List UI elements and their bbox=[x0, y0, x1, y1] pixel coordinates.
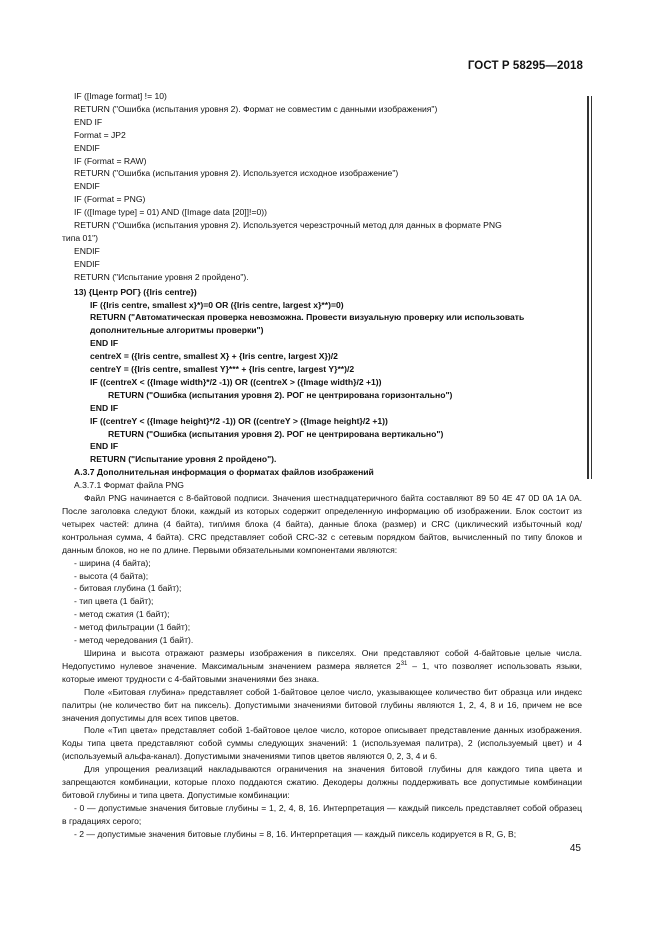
list-item: - битовая глубина (1 байт); bbox=[74, 583, 182, 594]
code-line: Format = JP2 bbox=[74, 129, 126, 140]
code-line: IF ([Image format] != 10) bbox=[74, 91, 167, 101]
code-block-1 bbox=[62, 90, 582, 284]
code-line: IF (Format = PNG) bbox=[74, 194, 146, 205]
list-item: - метод сжатия (1 байт); bbox=[74, 609, 170, 620]
code-line: RETURN ("Ошибка (испытания уровня 2). РОГ не центрирована вертикально") bbox=[108, 428, 444, 439]
code-line: RETURN ("Автоматическая проверка невозможна. Провести визуальную проверку или использовать bbox=[90, 312, 525, 323]
page-content bbox=[62, 90, 582, 841]
code-line: IF ((centreY < ({Image height}*/2 -1)) OR ((centreY > ({Image height}/2 +1)) bbox=[90, 415, 388, 426]
item-13-title: 13) {Центр РОГ} ({Iris centre}) bbox=[74, 286, 197, 297]
list-item: - метод фильтрации (1 байт); bbox=[74, 622, 191, 633]
paragraph-png-intro: Файл PNG начинается с 8-байтовой подписи. Значения шестнадцатеричного байта составляют 89 50 4E 47 0D 0A 1A 0A. После заголовка следуют блоки, каждый из которых содержит определенную информацию об изображении. Блок состоит из четырех частей: длина (4 байта), тип/имя блока (4 байта), данные блока (размер) и CRC (циклический избыточный код/контрольная сумма, 4 байта). CRC представляет собой CRC-32 с сетевым порядком байтов, вычисленный по типу блоков и данным блоков, но не по длине. Первыми обязательными компонентами являются: bbox=[62, 493, 582, 555]
section-subheading: А.3.7.1 Формат файла PNG bbox=[74, 480, 184, 491]
paragraph-color-type: Поле «Тип цвета» представляет собой 1-байтовое целое число, которое описывает представление данных изображения. Коды типа цвета представляют собой суммы следующих значений: 1 (используемая палитра), 2 (используемый цвет) и 4 (используемый альфа-канал). Допустимыми значениями типов цветов являются 0, 2, 3, 4 и 6. bbox=[62, 725, 582, 762]
code-line: IF (Format = RAW) bbox=[74, 155, 147, 166]
section-heading: А.3.7 Дополнительная информация о форматах файлов изображений bbox=[74, 467, 374, 478]
document-header: ГОСТ Р 58295—2018 bbox=[467, 60, 583, 72]
paragraph-text: Ширина и высота отражают размеры изображения в пикселях. Они представляют собой 4-байтовые целые числа. Недопустимо нулевое значение. Максимальным значением размера является 2 bbox=[62, 647, 582, 671]
code-line: ENDIF bbox=[74, 258, 100, 269]
paragraph-restrictions: Для упрощения реализаций накладываются ограничения на значения битовой глубины для каждого типа цвета и запрещаются комбинации, которые плохо поддаются сжатию. Декодеры должны поддерживать все допустимые комбинации битовой глубины и типа цвета. Допустимые комбинации: bbox=[62, 764, 582, 800]
code-line: RETURN ("Ошибка (испытания уровня 2). РОГ не центрирована горизонтально") bbox=[108, 389, 453, 400]
code-line: centreX = ({Iris centre, smallest X} + {Iris centre, largest X})/2 bbox=[90, 351, 338, 362]
code-line: RETURN ("Ошибка (испытания уровня 2). Формат не совместим с данными изображения") bbox=[74, 103, 438, 114]
component-list bbox=[62, 557, 582, 647]
code-line: RETURN ("Испытание уровня 2 пройдено"). bbox=[74, 271, 249, 282]
code-line: END IF bbox=[74, 116, 103, 127]
paragraph-bit-depth: Поле «Битовая глубина» представляет собой 1-байтовое целое число, указывающее количество бит образца или индекс палитры (не количество бит на пиксель). Допустимыми значениями битовой глубины являются 1, 2, 4, 8 и 16, причем не все значения допустимы для всех типов цветов. bbox=[62, 686, 582, 723]
code-line: ENDIF bbox=[74, 181, 100, 192]
code-line: END IF bbox=[90, 338, 119, 349]
change-bar-thin bbox=[591, 96, 592, 479]
code-line: типа 01") bbox=[62, 232, 99, 243]
list-item: - метод чередования (1 байт). bbox=[74, 635, 194, 646]
list-item-type-2: - 2 — допустимые значения битовые глубины = 8, 16. Интерпретация — каждый пиксель кодируется в R, G, B; bbox=[74, 828, 517, 839]
code-line: дополнительные алгоритмы проверки") bbox=[90, 325, 264, 336]
code-line: RETURN ("Испытание уровня 2 пройдено"). bbox=[90, 454, 277, 465]
code-line: IF ((centreX < ({Image width}*/2 -1)) OR ((centreX > ({Image width}/2 +1)) bbox=[90, 376, 382, 387]
list-item: - тип цвета (1 байт); bbox=[74, 596, 154, 607]
list-item-type-0: - 0 — допустимые значения битовые глубины = 1, 2, 4, 8, 16. Интерпретация — каждый пиксель представляет собой образец в градациях серого; bbox=[62, 802, 582, 826]
code-line: centreY = ({Iris centre, smallest Y}*** + {Iris centre, largest Y}**)/2 bbox=[90, 364, 355, 375]
page-number: 45 bbox=[569, 843, 581, 854]
code-line: RETURN ("Ошибка (испытания уровня 2). Используется черезстрочный метод для данных в формате PNG bbox=[74, 220, 502, 231]
code-line: IF (([Image type] = 01) AND ([Image data [20]]!=0)) bbox=[74, 207, 267, 218]
list-item: - высота (4 байта); bbox=[74, 570, 149, 581]
item-13-block bbox=[62, 286, 582, 467]
code-line: END IF bbox=[90, 402, 119, 413]
exponent: 31 bbox=[400, 661, 408, 668]
code-line: END IF bbox=[90, 441, 119, 452]
paragraph-text: – 1, что позволяет использовать языки, которые имеют трудности с 4-байтовыми значениями без знака. bbox=[62, 660, 583, 684]
code-line: IF ({Iris centre, smallest x}*)=0 OR ({Iris centre, largest x}**)=0) bbox=[90, 299, 344, 310]
list-item: - ширина (4 байта); bbox=[74, 557, 151, 568]
code-line: RETURN ("Ошибка (испытания уровня 2). Используется исходное изображение") bbox=[74, 168, 399, 179]
paragraph-dimensions bbox=[62, 647, 582, 686]
change-bar bbox=[587, 96, 589, 479]
code-line: ENDIF bbox=[74, 142, 100, 153]
code-line: ENDIF bbox=[74, 245, 100, 256]
